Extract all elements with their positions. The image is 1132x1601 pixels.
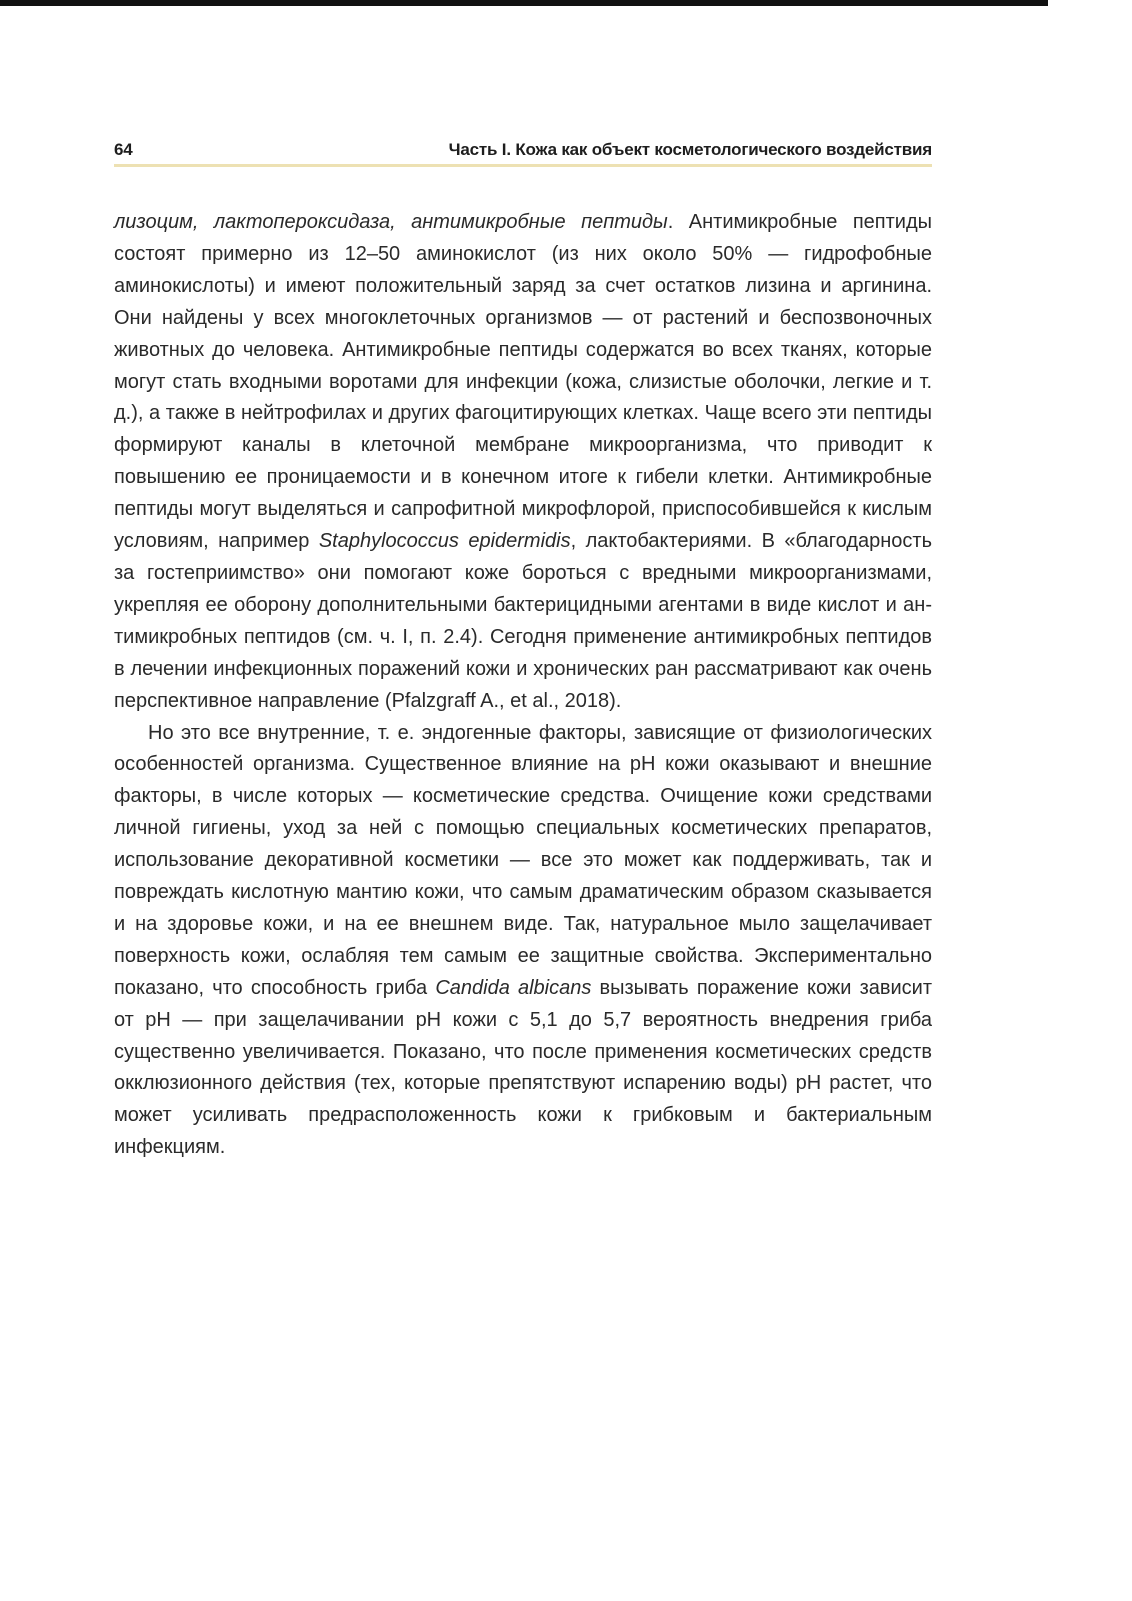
text-span: Staphylococcus epidermidis (318, 530, 571, 553)
text-span: вызывать поражение кожи зависит от pH — при защелачивании pH кожи с 5,1 до 5,7 вероятность внедрения гриба существенно увеличивается. Показано, что после применения косметических средств окклюзионного действия (тех, которые препятствуют испарению воды) pH растет, что может усиливать предрасположенность кожи к грибковым и бактериальным инфекциям. (114, 976, 932, 1159)
paragraph-1 (114, 207, 932, 718)
text-span: . Антимикробные пептиды состоят примерно из 12–50 аминокислот (из них около 50% — гидрофобные аминокислоты) и имеют положительный заряд за счет остатков лизина и аргинина. Они найдены у всех многоклеточных организмов — от растений и беспозвоночных животных до человека. Антимикробные пептиды содержатся во всех тканях, которые могут стать входными воротами для инфекции (кожа, слизистые оболочки, легкие и т. д.), а также в нейтрофилах и других фагоцитирующих клетках. Чаще всего эти пептиды формируют каналы в клеточной мембране микроорганизма, что приводит к повышению ее проницаемости и в конечном итоге к гибели клетки. Антимикробные пептиды могут выделяться и сапрофитной микрофлорой, приспособившейся к кислым условиям, например (114, 211, 932, 553)
text-span: лизоцим, лактопероксидаза, антимикробные пептиды (114, 211, 668, 233)
text-span: Но это все внутренние, т. е. эндогенные факторы, зависящие от физиологических особенностей организма. Существенное влияние на pH кожи оказывают и внешние факторы, в числе которых — косметические средства. Очищение кожи средствами личной гигиены, уход за ней с помощью специальных косметических препаратов, использование декоративной косметики — все это может как поддерживать, так и повреждать кислотную мантию кожи, что самым драматическим образом сказывается и на здоровье кожи, и на ее внешнем виде. Так, натуральное мыло защелачивает поверхность кожи, ослабляя тем самым ее защитные свойства. Экспериментально показано, что способность гриба (114, 721, 932, 999)
header-rule (114, 164, 932, 167)
page-number: 64 (114, 140, 133, 159)
running-title: Часть I. Кожа как объект косметологического воздействия (448, 140, 932, 159)
body-text (114, 207, 932, 1164)
running-head (114, 130, 932, 160)
text-span: Candida albicans (435, 976, 592, 999)
paragraph-2 (114, 718, 932, 1165)
text-span: , лактобактериями. В «благодарность за гостеприимство» они помогают коже бороться с вредными микроорганизмами, укрепляя ее оборону дополнительными бактерицидными агентами в виде кислот и антимикробных пептидов (см. ч. I, п. 2.4). Сегодня применение антимикробных пептидов в лечении инфекционных поражений кожи и хронических ран рассматривают как очень перспективное направление (Pfalzgraff A., et al., 2018). (114, 530, 932, 712)
top-border-bar (0, 0, 1048, 6)
